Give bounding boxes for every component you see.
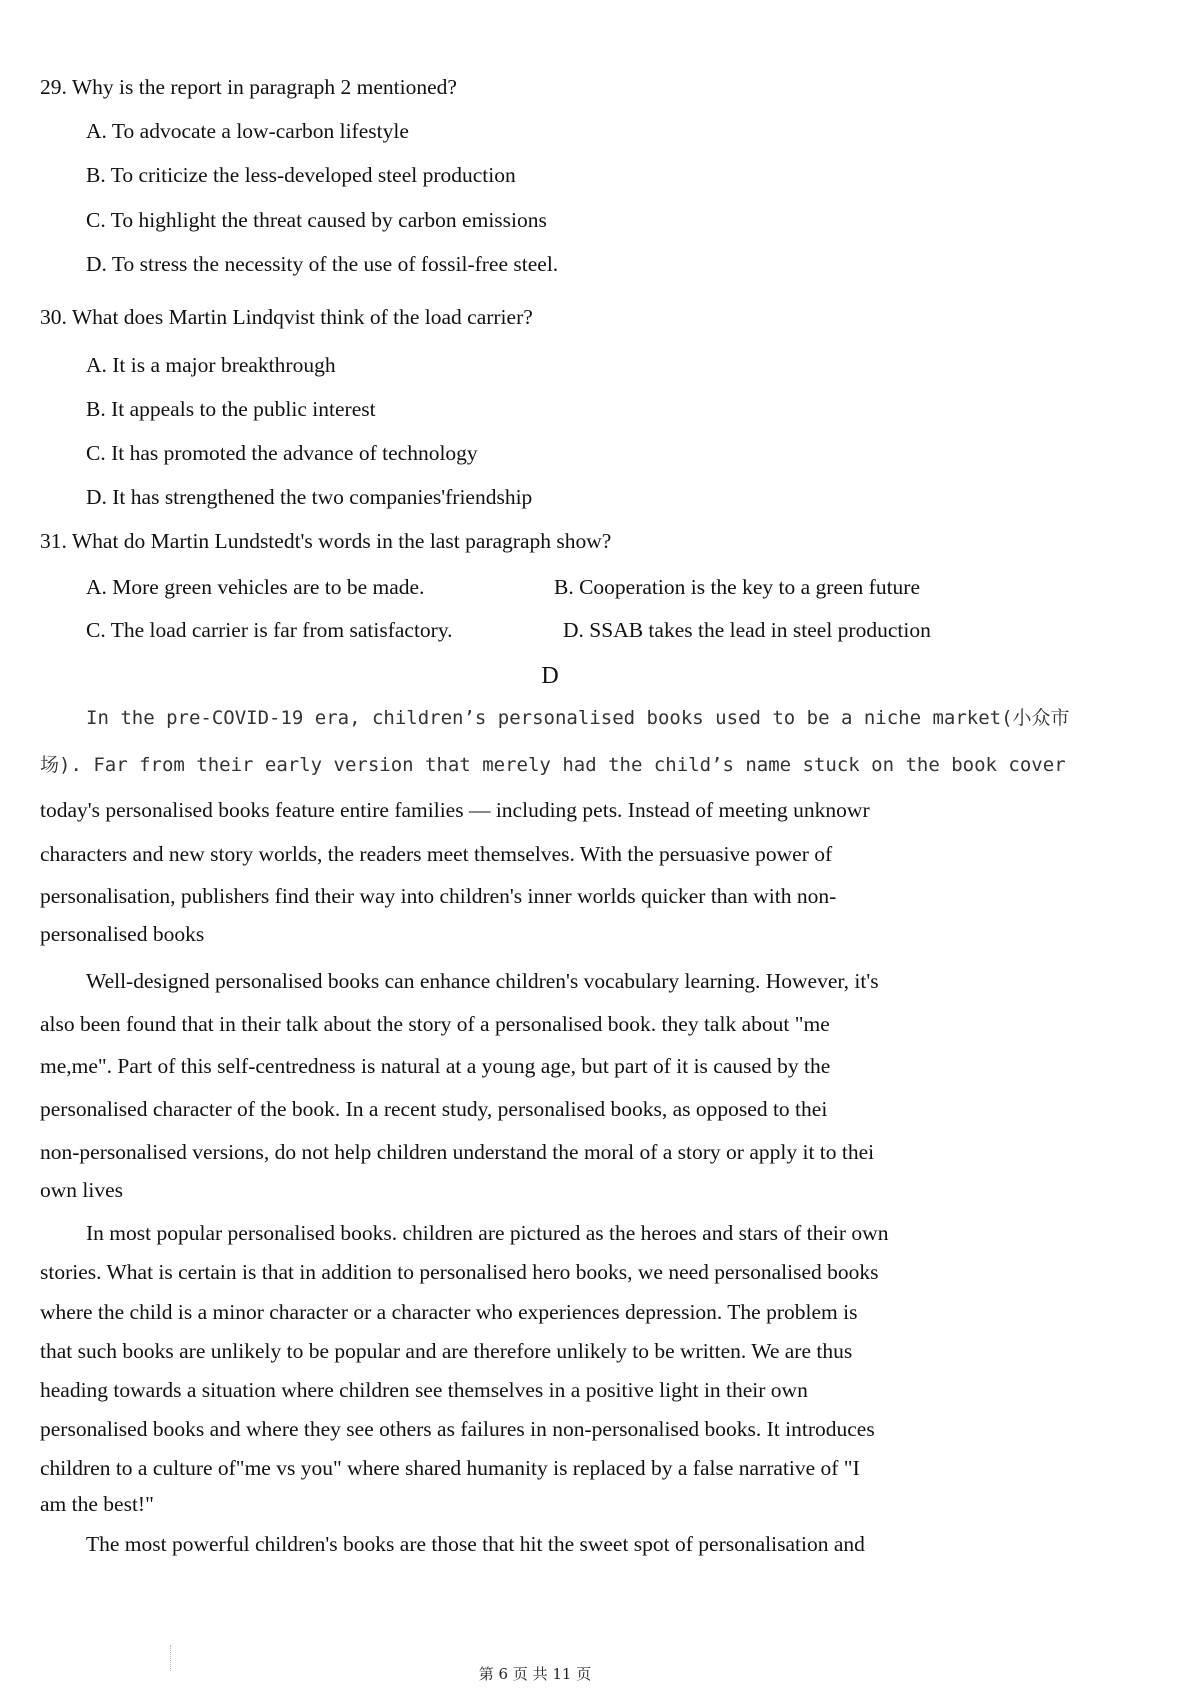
passage-line: In the pre-COVID-19 era, children’s personalised books used to be a niche market(小众市 [86, 707, 1070, 729]
passage-line: Well-designed personalised books can enhance children's vocabulary learning. However, it's [86, 969, 879, 993]
question-30-stem: 30. What does Martin Lindqvist think of the load carrier? [40, 305, 533, 329]
question-31-stem: 31. What do Martin Lundstedt's words in the last paragraph show? [40, 529, 612, 553]
passage-line: personalisation, publishers find their way into children's inner worlds quicker than with non- [40, 884, 837, 908]
page-number-footer: 第 6 页 共 11 页 [478, 1665, 592, 1683]
question-29-option-a: A. To advocate a low-carbon lifestyle [86, 119, 409, 143]
passage-line: non-personalised versions, do not help children understand the moral of a story or apply it to thei [40, 1140, 875, 1164]
passage-line: own lives [40, 1178, 124, 1202]
passage-line: where the child is a minor character or a character who experiences depression. The problem is [40, 1300, 858, 1324]
section-heading: D [541, 663, 559, 689]
passage-line: heading towards a situation where children see themselves in a positive light in their own [40, 1378, 808, 1402]
question-30-option-c: C. It has promoted the advance of technology [86, 441, 478, 465]
passage-line: characters and new story worlds, the readers meet themselves. With the persuasive power of [40, 842, 833, 866]
question-29-option-b: B. To criticize the less-developed steel production [86, 163, 516, 187]
question-31-option-c: C. The load carrier is far from satisfactory. [86, 618, 453, 642]
passage-line: am the best!" [40, 1492, 154, 1516]
passage-line: personalised books [40, 922, 205, 946]
question-29-option-d: D. To stress the necessity of the use of fossil-free steel. [86, 252, 559, 276]
passage-line: stories. What is certain is that in addition to personalised hero books, we need personalised books [40, 1260, 879, 1284]
passage-line: personalised character of the book. In a recent study, personalised books, as opposed to thei [40, 1097, 828, 1121]
passage-line: 场). Far from their early version that merely had the child’s name stuck on the book cover [40, 754, 1066, 776]
passage-line: In most popular personalised books. children are pictured as the heroes and stars of their own [86, 1221, 889, 1245]
passage-line: children to a culture of"me vs you" where shared humanity is replaced by a false narrative of "I [40, 1456, 860, 1480]
passage-line: that such books are unlikely to be popular and are therefore unlikely to be written. We are thus [40, 1339, 853, 1363]
question-31-option-d: D. SSAB takes the lead in steel production [563, 618, 931, 642]
question-31-option-b: B. Cooperation is the key to a green future [554, 575, 920, 599]
passage-line: The most powerful children's books are those that hit the sweet spot of personalisation and [86, 1532, 865, 1556]
question-30-option-a: A. It is a major breakthrough [86, 353, 336, 377]
question-30-option-b: B. It appeals to the public interest [86, 397, 376, 421]
question-29-stem: 29. Why is the report in paragraph 2 mentioned? [40, 75, 457, 99]
question-30-option-d: D. It has strengthened the two companies'friendship [86, 485, 533, 509]
passage-line: personalised books and where they see others as failures in non-personalised books. It introduces [40, 1417, 875, 1441]
passage-line: also been found that in their talk about the story of a personalised book. they talk about "me [40, 1012, 830, 1036]
question-29-option-c: C. To highlight the threat caused by carbon emissions [86, 208, 547, 232]
passage-line: me,me". Part of this self-centredness is natural at a young age, but part of it is caused by the [40, 1054, 831, 1078]
passage-line: today's personalised books feature entire families — including pets. Instead of meeting unknowr [40, 798, 870, 822]
question-31-option-a: A. More green vehicles are to be made. [86, 575, 425, 599]
